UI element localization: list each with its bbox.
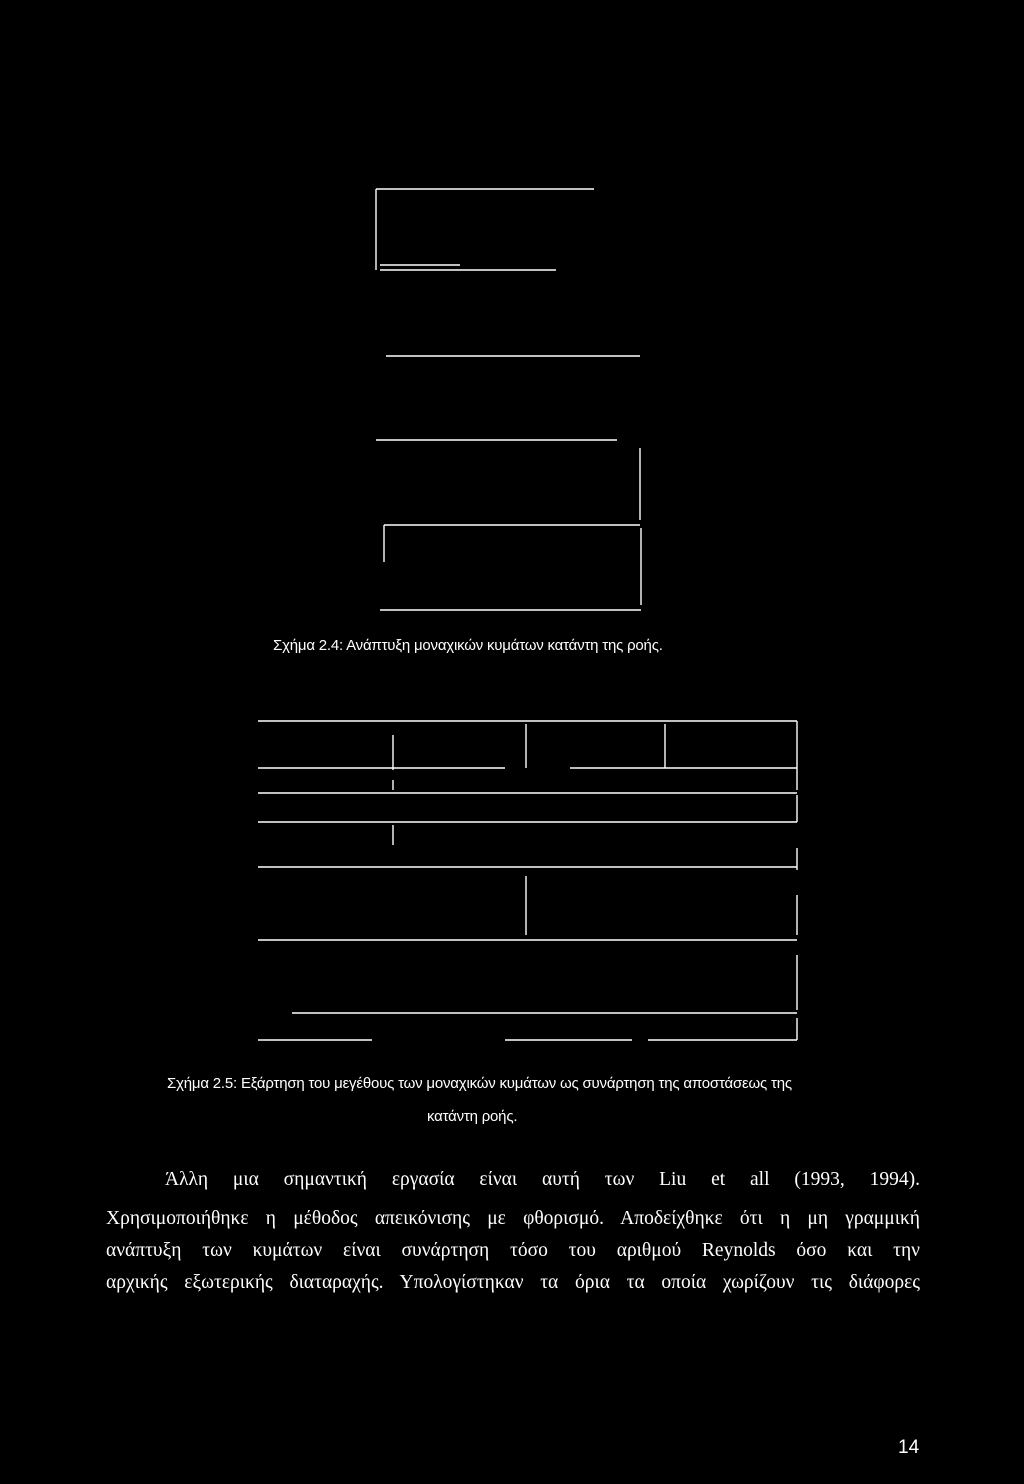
body-text-line-4: αρχικής εξωτερικής διαταραχής. Υπολογίστηκαν τα όρια τα οποία χωρίζουν τις διάφορες bbox=[106, 1272, 920, 1293]
body-text-line-3: ανάπτυξη των κυμάτων είναι συνάρτηση τόσο του αριθμού Reynolds όσο και την bbox=[106, 1240, 920, 1261]
body-text-line-1: Άλλη μια σημαντική εργασία είναι αυτή των Liu et all (1993, 1994). bbox=[165, 1169, 920, 1190]
body-text-line-2: Χρησιμοποιήθηκε η μέθοδος απεικόνισης με φθορισμό. Αποδείχθηκε ότι η μη γραμμική bbox=[106, 1208, 920, 1229]
figure-2-5-image bbox=[258, 721, 797, 1040]
figure-2-4-caption: Σχήμα 2.4: Ανάπτυξη μοναχικών κυμάτων κατάντη της ροής. bbox=[273, 637, 663, 654]
figure-2-5-caption-line-2: κατάντη ροής. bbox=[427, 1108, 518, 1125]
figure-2-5-caption-line-1: Σχήμα 2.5: Εξάρτηση του μεγέθους των μοναχικών κυμάτων ως συνάρτηση της αποστάσεως της bbox=[167, 1075, 792, 1092]
paragraph-first-line bbox=[165, 1164, 920, 1196]
paragraph-body bbox=[106, 1203, 920, 1299]
figure-2-4-image bbox=[376, 189, 641, 610]
page-number: 14 bbox=[898, 1437, 920, 1458]
